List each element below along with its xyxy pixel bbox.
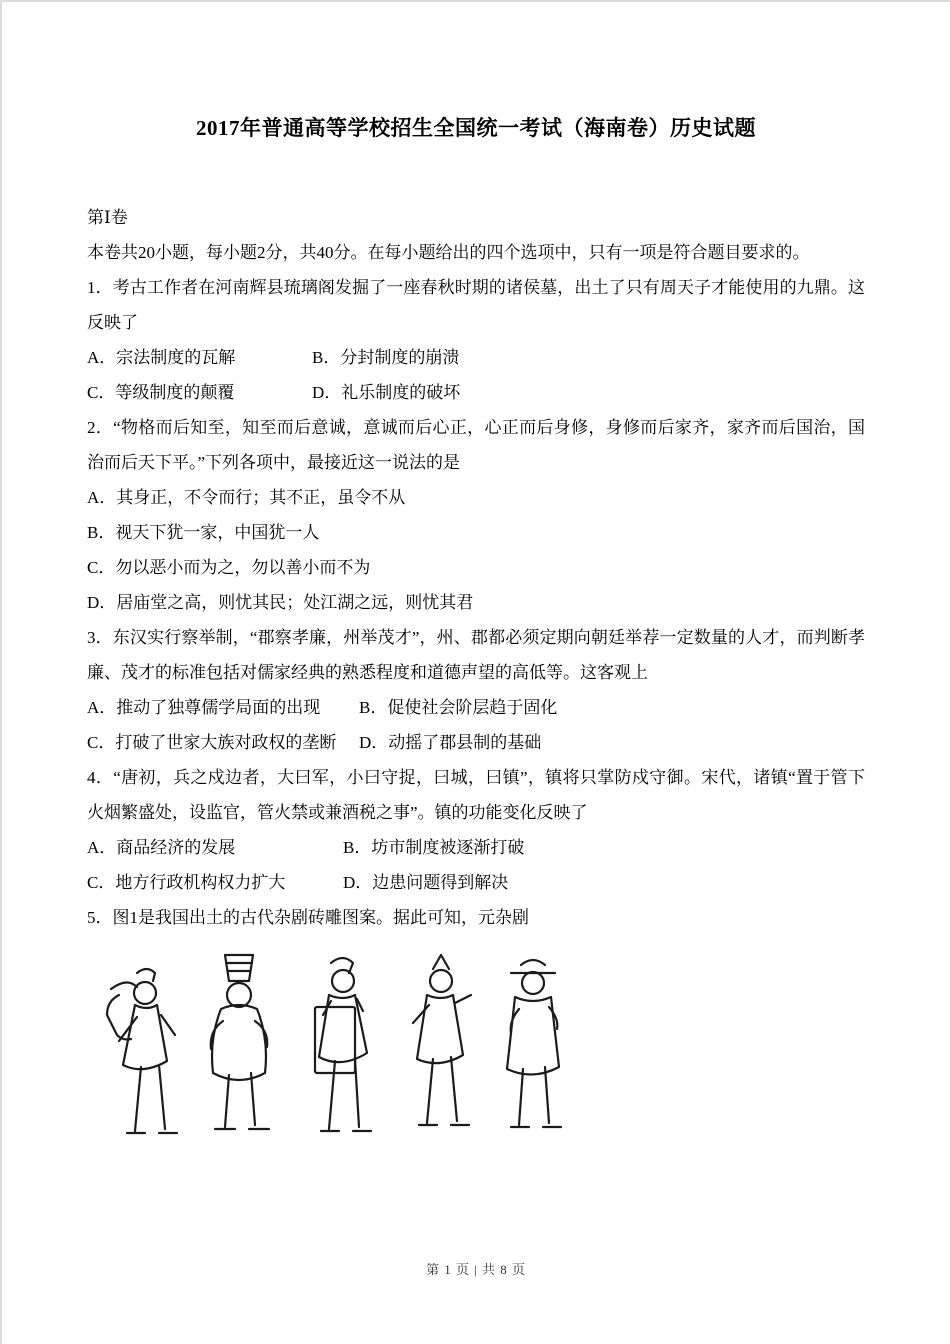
question-1-option-a: A．宗法制度的瓦解 bbox=[87, 348, 236, 367]
question-5 bbox=[87, 900, 865, 1179]
question-1-stem: 1．考古工作者在河南辉县琉璃阁发掘了一座春秋时期的诸侯墓，出土了只有周天子才能使用的九鼎。这反映了 bbox=[87, 278, 865, 332]
question-4-option-d: D．边患问题得到解决 bbox=[343, 873, 509, 892]
page-content bbox=[2, 2, 950, 1179]
question-2-option-c: C．勿以恶小而为之，勿以善小而不为 bbox=[87, 558, 371, 577]
question-3-options-row-2 bbox=[87, 725, 865, 760]
question-3-option-a: A．推动了独尊儒学局面的出现 bbox=[87, 698, 321, 717]
instructions: 本卷共20小题，每小题2分，共40分。在每小题给出的四个选项中，只有一项是符合题目要求的。 bbox=[87, 243, 810, 262]
page-footer: 第 1 页 | 共 8 页 bbox=[425, 1262, 527, 1277]
figure-2 bbox=[211, 955, 269, 1129]
question-3-option-b: B．促使社会阶层趋于固化 bbox=[359, 698, 558, 717]
question-4-option-a: A．商品经济的发展 bbox=[87, 838, 236, 857]
question-2 bbox=[87, 410, 865, 620]
figure-5 bbox=[507, 960, 561, 1127]
figure-1 bbox=[107, 969, 177, 1133]
question-3 bbox=[87, 620, 865, 760]
question-1-option-d: D．礼乐制度的破坏 bbox=[312, 383, 461, 402]
question-1-option-c: C．等级制度的颠覆 bbox=[87, 383, 235, 402]
question-2-stem: 2．“物格而后知至，知至而后意诚，意诚而后心正，心正而后身修，身修而后家齐，家齐而后国治，国治而后天下平。”下列各项中，最接近这一说法的是 bbox=[87, 418, 865, 472]
question-4-option-c: C．地方行政机构权力扩大 bbox=[87, 873, 286, 892]
figure-4 bbox=[413, 955, 471, 1125]
question-2-option-a: A．其身正，不令而行；其不正，虽令不从 bbox=[87, 488, 406, 507]
question-2-option-d: D．居庙堂之高，则忧其民；处江湖之远，则忧其君 bbox=[87, 593, 474, 612]
question-1-options-row-2 bbox=[87, 375, 865, 410]
question-5-stem: 5．图1是我国出土的古代杂剧砖雕图案。据此可知，元杂剧 bbox=[87, 908, 529, 927]
question-3-option-c: C．打破了世家大族对政权的垄断 bbox=[87, 733, 337, 752]
question-4-options-row-2 bbox=[87, 865, 865, 900]
question-1-options-row-1 bbox=[87, 340, 865, 375]
figure-3 bbox=[315, 958, 371, 1131]
question-4-options-row-1 bbox=[87, 830, 865, 865]
question-3-options-row-1 bbox=[87, 690, 865, 725]
question-1 bbox=[87, 270, 865, 410]
question-3-stem: 3．东汉实行察举制，“郡察孝廉，州举茂才”，州、郡都必须定期向朝廷举荐一定数量的人才，而判断孝廉、茂才的标准包括对儒家经典的熟悉程度和道德声望的高低等。这客观上 bbox=[87, 628, 865, 682]
question-4-stem: 4．“唐初，兵之戍边者，大曰军，小曰守捉，曰城，曰镇”，镇将只掌防戍守御。宋代，诸镇“置于管下火烟繁盛处，设监官，管火禁或兼酒税之事”。镇的功能变化反映了 bbox=[87, 768, 865, 822]
question-3-option-d: D．动摇了郡县制的基础 bbox=[359, 733, 542, 752]
page-title: 2017年普通高等学校招生全国统一考试（海南卷）历史试题 bbox=[196, 116, 756, 140]
question-4 bbox=[87, 760, 865, 900]
question-2-option-b: B．视天下犹一家，中国犹一人 bbox=[87, 523, 320, 542]
question-4-option-b: B．坊市制度被逐渐打破 bbox=[343, 838, 525, 857]
section-heading: 第Ⅰ卷 bbox=[87, 208, 128, 227]
question-1-option-b: B．分封制度的崩溃 bbox=[312, 348, 460, 367]
drama-brick-carving-image bbox=[87, 949, 597, 1179]
drama-figures-drawing bbox=[87, 949, 597, 1179]
